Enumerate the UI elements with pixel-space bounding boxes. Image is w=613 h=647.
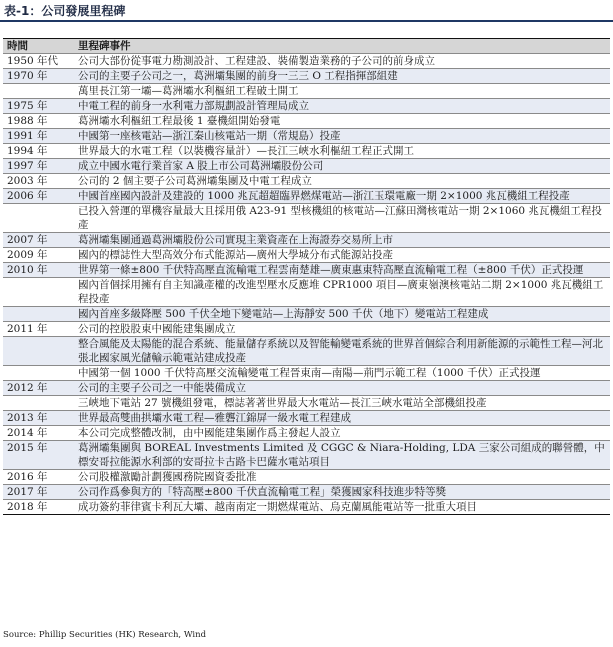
- title-divider: [0, 20, 613, 22]
- event-cell: 中國第一個 1000 千伏特高壓交流輸變電工程晉東南—南陽—荊門示範工程（1000 千伏）正式投運: [74, 366, 610, 381]
- event-cell: 葛洲壩集團通過葛洲壩股份公司實現主業資產在上海證券交易所上市: [74, 233, 610, 248]
- year-cell: 2006 年: [3, 189, 74, 204]
- event-cell: 本公司完成整體改制，由中國能建集團作爲主發起人設立: [74, 426, 610, 441]
- event-cell: 公司股權激勵計劃獲國務院國資委批准: [74, 470, 610, 485]
- year-cell: [3, 396, 74, 411]
- event-cell: 成立中國水電行業首家 A 股上市公司葛洲壩股份公司: [74, 159, 610, 174]
- year-cell: 1975 年: [3, 99, 74, 114]
- year-cell: 1950 年代: [3, 54, 74, 69]
- table-row: [3, 307, 610, 322]
- table-header-row: [3, 39, 610, 54]
- table-row: [3, 114, 610, 129]
- table-row: [3, 411, 610, 426]
- year-cell: 1991 年: [3, 129, 74, 144]
- table-row: [3, 233, 610, 248]
- year-cell: 2015 年: [3, 441, 74, 470]
- table-row: [3, 69, 610, 84]
- event-cell: 成功簽約菲律賓卡利瓦大壩、越南南定一期燃煤電站、烏克蘭風能電站等一批重大項目: [74, 500, 610, 515]
- event-cell: 整合風能及太陽能的混合系統、能量儲存系統以及智能輸變電系統的世界首個綜合利用新能源的示範性工程—河北張北國家風光儲輸示範電站建成投產: [74, 337, 610, 366]
- table-row: [3, 189, 610, 204]
- table-row: [3, 174, 610, 189]
- table-row: [3, 396, 610, 411]
- year-cell: 2018 年: [3, 500, 74, 515]
- event-cell: 國內首座多級降壓 500 千伏全地下變電站—上海靜安 500 千伏（地下）變電站工程建成: [74, 307, 610, 322]
- year-cell: 2011 年: [3, 322, 74, 337]
- year-cell: 1994 年: [3, 144, 74, 159]
- event-cell: 公司的主要子公司之一中能裝備成立: [74, 381, 610, 396]
- table-row: [3, 500, 610, 515]
- table-row: [3, 263, 610, 278]
- event-cell: 中國首座國內設計及建設的 1000 兆瓦超超臨界燃煤電站—浙江玉環電廠一期 2×1000 兆瓦機組工程投產: [74, 189, 610, 204]
- event-cell: 萬里長江第一壩—葛洲壩水利樞紐工程破土開工: [74, 84, 610, 99]
- table-row: [3, 129, 610, 144]
- year-cell: 1988 年: [3, 114, 74, 129]
- event-cell: 中電工程的前身一水利電力部規劃設計管理局成立: [74, 99, 610, 114]
- event-cell: 公司大部份從事電力勘測設計、工程建設、裝備製造業務的子公司的前身成立: [74, 54, 610, 69]
- table-row: [3, 84, 610, 99]
- year-cell: 1997 年: [3, 159, 74, 174]
- milestone-rows: [3, 54, 610, 515]
- event-cell: 世界第一條±800 千伏特高壓直流輸電工程雲南楚雄—廣東惠東特高壓直流輸電工程（±800 千伏）正式投運: [74, 263, 610, 278]
- event-cell: 葛洲壩水利樞紐工程最後 1 臺機組開始發電: [74, 114, 610, 129]
- year-cell: 2010 年: [3, 263, 74, 278]
- year-cell: 2012 年: [3, 381, 74, 396]
- year-cell: 2014 年: [3, 426, 74, 441]
- year-cell: 2013 年: [3, 411, 74, 426]
- table-row: [3, 159, 610, 174]
- event-cell: 公司的 2 個主要子公司葛洲壩集團及中電工程成立: [74, 174, 610, 189]
- year-cell: [3, 204, 74, 233]
- table-row: [3, 144, 610, 159]
- event-cell: 世界最高雙曲拱壩水電工程—雅礱江錦屏一級水電工程建成: [74, 411, 610, 426]
- table-row: [3, 99, 610, 114]
- milestone-table: [3, 38, 610, 515]
- year-cell: [3, 337, 74, 366]
- source-note: Source: Phillip Securities (HK) Research, Wind: [3, 630, 207, 640]
- year-cell: 2009 年: [3, 248, 74, 263]
- table-row: [3, 278, 610, 307]
- table-title: 表-1：公司發展里程碑: [4, 4, 126, 18]
- year-cell: 2017 年: [3, 485, 74, 500]
- event-cell: 國內首個採用擁有自主知識產權的改進型壓水反應堆 CPR1000 項目—廣東嶺澳核電站二期 2×1000 兆瓦機組工程投產: [74, 278, 610, 307]
- table-row: [3, 426, 610, 441]
- event-cell: 公司的控股股東中國能建集團成立: [74, 322, 610, 337]
- year-cell: 1970 年: [3, 69, 74, 84]
- event-column-header: 里程碑事件: [74, 39, 610, 54]
- event-cell: 國內的標誌性大型高效分布式能源站—廣州大學城分布式能源站投產: [74, 248, 610, 263]
- year-cell: [3, 84, 74, 99]
- table-row: [3, 485, 610, 500]
- event-cell: 已投入營運的單機容量最大且採用俄 A23-91 型核機組的核電站—江蘇田灣核電站一期 2×1060 兆瓦機組工程投產: [74, 204, 610, 233]
- event-cell: 葛洲壩集團與 BOREAL Investments Limited 及 CGGC & Niara-Holding, LDA 三家公司組成的聯營體，中標安哥拉能源水利部的安哥拉卡古路卡巴薩水電站項目: [74, 441, 610, 470]
- year-cell: [3, 366, 74, 381]
- year-cell: 2003 年: [3, 174, 74, 189]
- event-cell: 公司的主要子公司之一，葛洲壩集團的前身一三三 O 工程指揮部組建: [74, 69, 610, 84]
- event-cell: 世界最大的水電工程（以裝機容量計）—長江三峽水利樞紐工程正式開工: [74, 144, 610, 159]
- year-cell: 2007 年: [3, 233, 74, 248]
- table-row: [3, 322, 610, 337]
- table-row: [3, 470, 610, 485]
- table-row: [3, 366, 610, 381]
- table-row: [3, 54, 610, 69]
- table-row: [3, 337, 610, 366]
- event-cell: 三峽地下電站 27 號機組發電，標誌著著世界最大水電站—長江三峽水電站全部機組投產: [74, 396, 610, 411]
- year-cell: 2016 年: [3, 470, 74, 485]
- year-cell: [3, 278, 74, 307]
- table-row: [3, 441, 610, 470]
- year-cell: [3, 307, 74, 322]
- event-cell: 公司作爲參與方的「特高壓±800 千伏直流輸電工程」榮獲國家科技進步特等獎: [74, 485, 610, 500]
- table-row: [3, 381, 610, 396]
- year-column-header: 時間: [3, 39, 74, 54]
- event-cell: 中國第一座核電站—浙江秦山核電站一期（常規島）投產: [74, 129, 610, 144]
- table-row: [3, 204, 610, 233]
- table-row: [3, 248, 610, 263]
